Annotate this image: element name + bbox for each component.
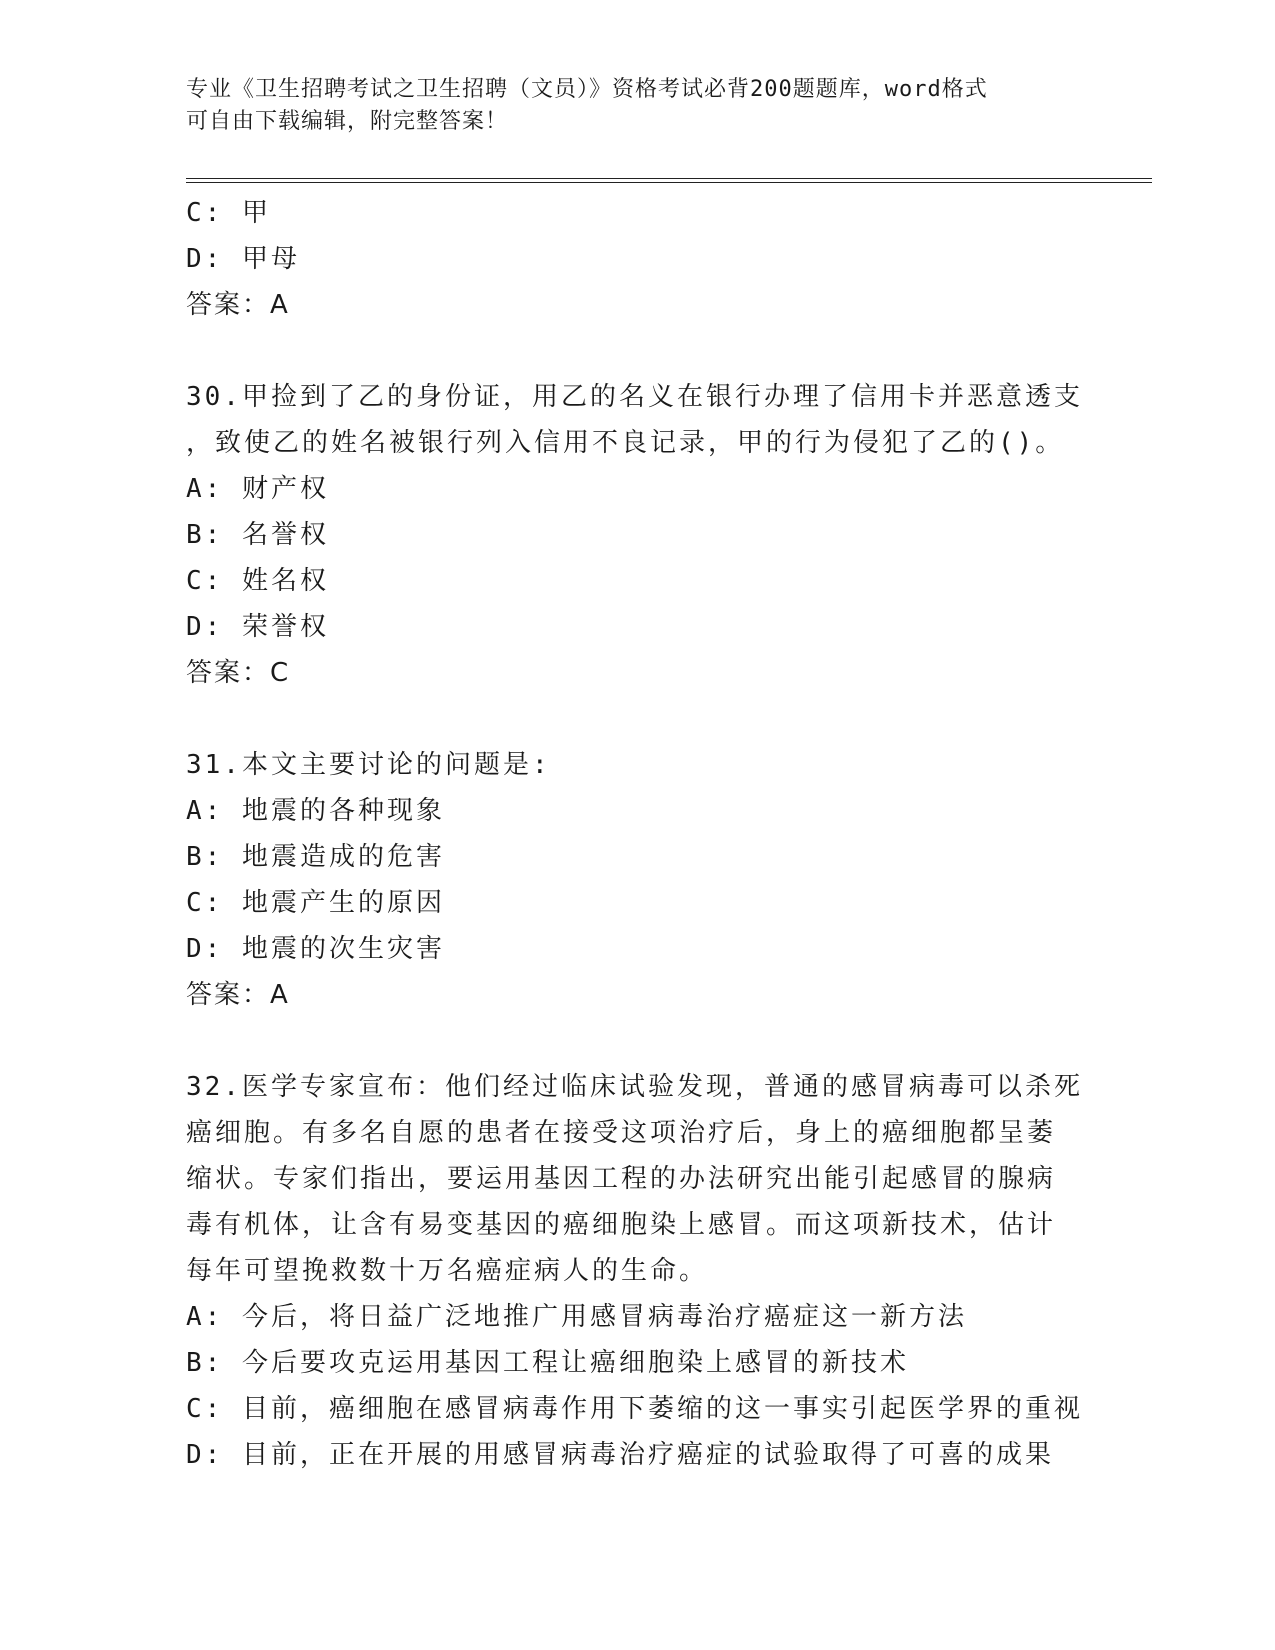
answer-line: 答案：A: [186, 980, 290, 1010]
answer-line: 答案：A: [186, 290, 290, 320]
document-header: [186, 74, 1066, 138]
option-a: A: 财产权: [186, 474, 329, 504]
previous-question: [186, 190, 1086, 328]
question-content: [186, 190, 1086, 1478]
question-stem-line: 癌细胞。有多名自愿的患者在接受这项治疗后，身上的癌细胞都呈萎: [186, 1118, 1057, 1148]
header-divider-bottom: [186, 182, 1152, 183]
option-d: D: 目前，正在开展的用感冒病毒治疗癌症的试验取得了可喜的成果: [186, 1440, 1054, 1470]
question-stem-line: 缩状。专家们指出，要运用基因工程的办法研究出能引起感冒的腺病: [186, 1164, 1057, 1194]
question-stem-line: 毒有机体，让含有易变基因的癌细胞染上感冒。而这项新技术，估计: [186, 1210, 1057, 1240]
option-b: B: 今后要攻克运用基因工程让癌细胞染上感冒的新技术: [186, 1348, 909, 1378]
question-stem-line: 每年可望挽救数十万名癌症病人的生命。: [186, 1256, 709, 1286]
question-32: [186, 1064, 1086, 1478]
option-c: C: 甲: [186, 198, 271, 228]
question-stem-line: 31.本文主要讨论的问题是:: [186, 750, 551, 780]
option-d: D: 荣誉权: [186, 612, 329, 642]
header-divider-top: [186, 178, 1152, 179]
option-b: B: 地震造成的危害: [186, 842, 445, 872]
option-a: A: 今后，将日益广泛地推广用感冒病毒治疗癌症这一新方法: [186, 1302, 967, 1332]
header-line-1: 专业《卫生招聘考试之卫生招聘（文员）》资格考试必背200题题库，word格式: [186, 77, 988, 102]
question-stem-line: ，致使乙的姓名被银行列入信用不良记录，甲的行为侵犯了乙的()。: [186, 428, 1065, 458]
question-30: [186, 374, 1086, 696]
spacer: [186, 1018, 1086, 1064]
question-stem-line: 32.医学专家宣布：他们经过临床试验发现，普通的感冒病毒可以杀死: [186, 1072, 1083, 1102]
option-d: D: 甲母: [186, 244, 300, 274]
option-c: C: 地震产生的原因: [186, 888, 445, 918]
answer-line: 答案：C: [186, 658, 291, 688]
spacer: [186, 328, 1086, 374]
question-stem-line: 30.甲捡到了乙的身份证，用乙的名义在银行办理了信用卡并恶意透支: [186, 382, 1083, 412]
question-31: [186, 742, 1086, 1018]
option-d: D: 地震的次生灾害: [186, 934, 445, 964]
option-a: A: 地震的各种现象: [186, 796, 445, 826]
option-c: C: 目前，癌细胞在感冒病毒作用下萎缩的这一事实引起医学界的重视: [186, 1394, 1083, 1424]
header-line-2: 可自由下载编辑，附完整答案！: [186, 109, 509, 134]
option-b: B: 名誉权: [186, 520, 329, 550]
spacer: [186, 696, 1086, 742]
option-c: C: 姓名权: [186, 566, 329, 596]
